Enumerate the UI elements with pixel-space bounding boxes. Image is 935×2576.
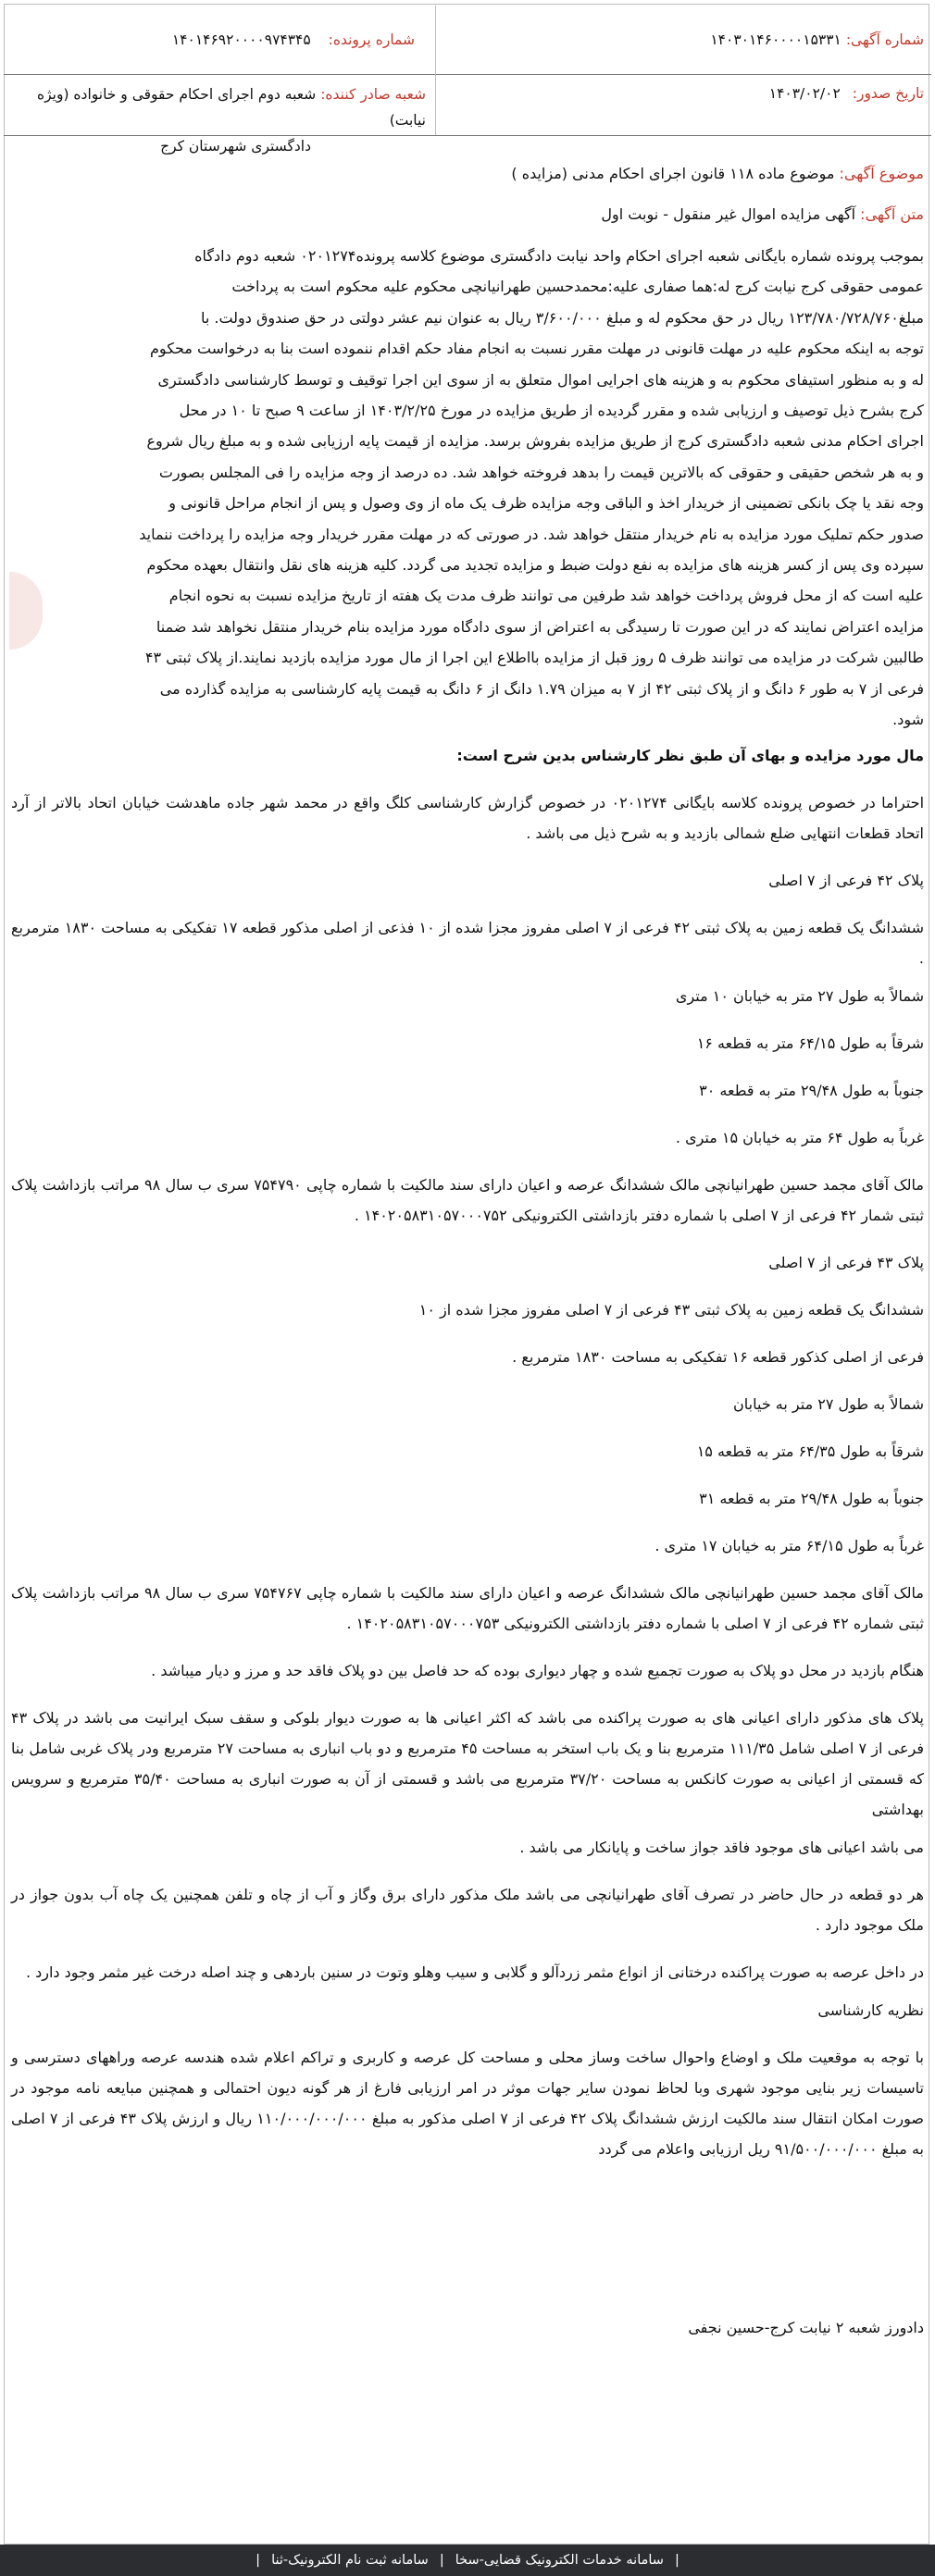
issue-date-label: تاریخ صدور: [852, 85, 924, 102]
body-line: اجرای احکام مدنی شعبه دادگستری کرج از طریق مزایده بفروش برسد. مزایده از قیمت پایه ارزیابی شده و به مبلغ ریال شروع [146, 432, 924, 451]
body-line: توجه به اینکه محکوم علیه در مهلت قانونی در مهلت مقرر نسبت به انجام مفاد حکم اقدام ننموده است بنا به درخواست محکوم [150, 340, 924, 358]
footer-link-sakha[interactable]: سامانه خدمات الکترونیک قضایی-سخا [455, 2553, 664, 2568]
issuing-branch [0, 81, 426, 159]
body-line: مبلغ۱۲۳/۷۸۰/۷۲۸/۷۶۰ ریال در حق محکوم له و مبلغ ۳/۶۰۰/۰۰۰ ریال به عنوان نیم عشر دولتی در حق صندوق دولت. با [200, 308, 924, 327]
plak43-owner: مالک آقای مجمد حسین طهرانیانچی مالک ششدانگ عرصه و اعیان دارای سند مالکیت با شماره چاپی ۷۵۴۷۶۷ سری ب سال ۹۸ مراتب بازداشت پلاک ثبتی شماره ۴۲ فرعی از ۷ اصلی با شماره دفتر بازداشتی الکترونیکی ۱۴۰۲۰۵۸۳۱۰۵۷۰۰۰۷۵۳ . [11, 1584, 925, 1632]
header-divider-1 [4, 74, 931, 75]
plak42-owner: مالک آقای مجمد حسین طهرانیانچی مالک ششدانگ عرصه و اعیان دارای سند مالکیت با شماره چاپی ۷۵۴۷۹۰ سری ب سال ۹۸ مراتب بازداشت پلاک ثبتی شمار ۴۲ فرعی از ۷ اصلی با شماره دفتر بازداشتی الکترونیکی ۱۴۰۲۰۵۸۳۱۰۵۷۰۰۰۷۵۲ . [11, 1176, 925, 1224]
plak42-south: جنوباً به طول ۲۹/۴۸ متر به قطعه ۳۰ [699, 1082, 924, 1099]
property-intro-paragraph: احتراما در خصوص پرونده کلاسه بایگانی ۰۲۰۱۲۷۴ در خصوص گزارش کارشناسی کلگ واقع در محمد شهر جاده ماهدشت خیابان اتحاد بالاتر از آرد اتحاد قطعات انتهایی ضلع شمالی بازدید و به شرح ذیل می باشد . [11, 794, 925, 842]
body-line: له و به منظور استیفای محکوم به و هزینه های اجرایی اموال متعلق به از سوی این اجرا توقیف و توسط کارشناسی دادگستری [157, 370, 924, 389]
property-intro-title: مال مورد مزایده و بهای آن طبق نظر کارشناس بدین شرح است: [456, 747, 924, 764]
ad-text-value: آگهی مزایده اموال غیر منقول - نوبت اول [601, 205, 856, 223]
plak42-description: ششدانگ یک قطعه زمین به پلاک ثبتی ۴۲ فرعی از ۷ اصلی مفروز مجزا شده از ۱۰ فذعی از اصلی مذکور قطعه ۱۷ تفکیکی به مساحت ۱۸۳۰ مترمربع . [11, 919, 925, 967]
body-line: شود. [892, 711, 924, 729]
footer-bar [0, 2545, 935, 2576]
plak42-east: شرقاً به طول ۶۴/۱۵ متر به قطعه ۱۶ [696, 1034, 924, 1052]
signature: دادورز شعبه ۲ نیابت کرج-حسین نجفی [688, 2319, 924, 2336]
trees-paragraph: در داخل عرصه به صورت پراکنده درختانی از انواع مثمر زردآلو و گلابی و سیب وهلو وتوت در سنین باردهی و چند اصله درخت غیر مثمر وجود دارد . [25, 1963, 924, 1981]
body-line: طالبین شرکت در مزایده می توانند ظرف ۵ روز قبل از مزایده بااطلاع این اجرا از مال مورد مزایده بازدید نمایند.از پلاک ثبتی ۴۳ [144, 649, 924, 667]
ad-number-label: شماره آگهی: [845, 31, 924, 48]
footer-separator: | [674, 2553, 679, 2568]
footer-separator: | [439, 2553, 444, 2568]
buildings-tail: می باشد اعیانی های موجود فاقد جواز ساخت و پایانکار می باشد . [519, 1839, 924, 1856]
file-number-label: شماره پرونده: [328, 31, 415, 48]
ad-number-value: ۱۴۰۳۰۱۴۶۰۰۰۰۱۵۳۳۱ [710, 31, 842, 48]
plak42-west: غرباً به طول ۶۴ متر به خیابان ۱۵ متری . [675, 1129, 924, 1146]
body-line: کرج بشرح ذیل توصیف و ارزیابی شده و مقرر گردیده از طریق مزایده در مورخ ۱۴۰۳/۲/۲۵ از ساعت ۹ صبح تا ۱۰ در محل [179, 402, 924, 420]
ad-text-line [11, 205, 924, 223]
issue-date-value: ۱۴۰۳/۰۲/۰۲ [768, 85, 841, 102]
plak43-title: پلاک ۴۳ فرعی از ۷ اصلی [768, 1254, 924, 1271]
plak43-north: شمالاً به طول ۲۷ متر به خیابان [733, 1395, 924, 1413]
opinion-title: نظریه کارشناسی [817, 2001, 924, 2019]
issue-date [769, 85, 924, 102]
notice-body [11, 241, 924, 736]
body-line: سپرده وی پس از کسر هزینه های مزایده به نفع دولت ضبط و مزایده تجدید می گردد. کلیه هزینه های نقل وانتقال بعهده محکوم [146, 556, 924, 575]
subject-label: موضوع آگهی: [839, 165, 924, 182]
branch-value-line2: دادگستری شهرستان کرج [160, 138, 311, 155]
plak42-title: پلاک ۴۲ فرعی از ۷ اصلی [768, 872, 924, 889]
header-row-1 [11, 31, 924, 68]
visit-paragraph: هنگام بازدید در محل دو پلاک به صورت تجمیع شده و چهار دیواری بوده که حد فاصل بین دو پلاک فاقد حد و مرز و دیار میباشد . [151, 1662, 924, 1679]
branch-label: شعبه صادر کننده: [320, 86, 426, 103]
body-line: بموجب پرونده شماره بایگانی شعبه اجرای احکام واحد نیابت دادگستری موضوع کلاسه پرونده۰۲۰۱۲۷۴ شعبه دوم دادگاه [194, 247, 924, 265]
buildings-paragraph: پلاک های مذکور دارای اعیانی های به صورت پراکنده می باشد که اکثر اعیانی ها به صورت دیوار بلوکی و سقف سبک ایرانیت می باشد در پلاک ۴۳ فرعی از ۷ اصلی شامل ۱۱۱/۳۵ مترمربع بنا و یک باب استخر به مساحت ۴۵ مترمربع و دو باب انباری به مساحت ۲۷ مترمربع ودر پلاک غربی شامل بنا که قسمتی از اعیانی به صورت کانکس به مساحت ۳۷/۲۰ مترمربع می باشد و قسمتی از آن به صورت انباری به مساحت ۳۵/۴۰ مترمربع و سرویس بهداشتی [11, 1709, 925, 1818]
body-line: صدور حکم تملیک مورد مزایده به نام خریدار منتقل خواهد شد. در صورتی که در مهلت مقرر خریدار وجه مزایده را پرداخت ننماید [139, 525, 924, 543]
branch-value-line1: شعبه دوم اجرای احکام حقوقی و خانواده (ویژه نیابت) [36, 86, 426, 129]
ad-number [710, 31, 924, 48]
body-line: عمومی حقوقی کرج نیابت کرج له:هما صفاری علیه:محمدحسین طهرانیانچی محکوم علیه محکوم است به پرداخت [231, 278, 924, 296]
footer-link-sana[interactable]: سامانه ثبت نام الکترونیک-ثنا [271, 2553, 429, 2568]
plak42-north: شمالاً به طول ۲۷ متر به خیابان ۱۰ متری [675, 987, 924, 1005]
header-divider-2 [4, 135, 931, 136]
footer-separator: | [256, 2553, 261, 2568]
body-line: علیه است که از محل فروش پرداخت خواهد شد طرفین می توانند ظرف مدت یک هفته از تاریخ مزایده نسبت به نحوه انجام [168, 587, 924, 605]
subject-value: موضوع ماده ۱۱۸ قانون اجرای احکام مدنی (مزایده ) [511, 165, 835, 182]
plak43-west: غرباً به طول ۶۴/۱۵ متر به خیابان ۱۷ متری . [654, 1537, 924, 1554]
body-line: وجه نقد یا چک بانکی تضمینی از خریدار اخذ و الباقی وجه مزایده ظرف یک ماه از وی وصول و پس از انجام مراحل قانونی و [168, 494, 924, 513]
body-line: فرعی از ۷ به طور ۶ دانگ و از پلاک ثبتی ۴۲ از ۷ به میزان ۱.۷۹ دانگ از ۶ دانگ به قیمت پایه کارشناسی به مزایده گذارده می [159, 679, 924, 698]
file-number [172, 31, 415, 48]
plak43-description-2: فرعی از اصلی کذکور قطعه ۱۶ تفکیکی به مساحت ۱۸۳۰ مترمربع . [512, 1348, 924, 1366]
property-section [11, 740, 924, 2172]
possession-paragraph: هر دو قطعه در حال حاضر در تصرف آقای طهرانیانچی می باشد ملک مذکور دارای برق وگاز و آب از چاه و تلفن همچنین یک چاه آب بدون جواز در ملک موجود دارد . [11, 1886, 924, 1934]
plak43-east: شرقاً به طول ۶۴/۳۵ متر به قطعه ۱۵ [696, 1443, 924, 1460]
opinion-paragraph: با توجه به موقعیت ملک و اوضاع واحوال ساخت وساز محلی و مساحت کل عرصه و کاربری و تراکم اعلام شده هندسه عرصه وراههای دسترسی و تاسیسات زیر بنایی موجود شهری وبا لحاظ نمودن سایر جهات موثر در امر ارزیابی فارغ از هر گونه دیون احتمالی و همچنین مبایعه نامه موجود در صورت امکان انتقال سند مالکیت ارزش ششدانگ پلاک ۴۲ فرعی از ۷ اصلی مذکور به مبلغ ۱۱۰/۰۰۰/۰۰۰/۰۰۰ ریال و ارزش پلاک ۴۳ فرعی از ۷ اصلی به مبلغ ۹۱/۵۰۰/۰۰۰/۰۰۰ ریل ارزیابی واعلام می گردد [11, 2049, 924, 2158]
plak43-south: جنوباً به طول ۲۹/۴۸ متر به قطعه ۳۱ [699, 1490, 924, 1507]
file-number-value: ۱۴۰۱۴۶۹۲۰۰۰۰۹۷۴۳۴۵ [171, 31, 311, 48]
body-line: و به هر شخص حقیقی و حقوقی که بالاترین قیمت را بدهد فروخته خواهد شد. ده درصد از وجه مزایده را فی المجلس بصورت [158, 463, 924, 481]
body-line: مزایده اعتراض نمایند که در این صورت تا رسیدگی به اعتراض از سوی دادگاه مورد مزایده بنام خریدار منتقل نخواهد شد ضمنا [156, 617, 924, 636]
plak43-description-1: ششدانگ یک قطعه زمین به پلاک ثبتی ۴۳ فرعی از ۷ اصلی مفروز مجزا شده از ۱۰ [418, 1301, 924, 1319]
ad-text-label: متن آگهی: [860, 205, 924, 223]
subject-line [11, 165, 924, 182]
